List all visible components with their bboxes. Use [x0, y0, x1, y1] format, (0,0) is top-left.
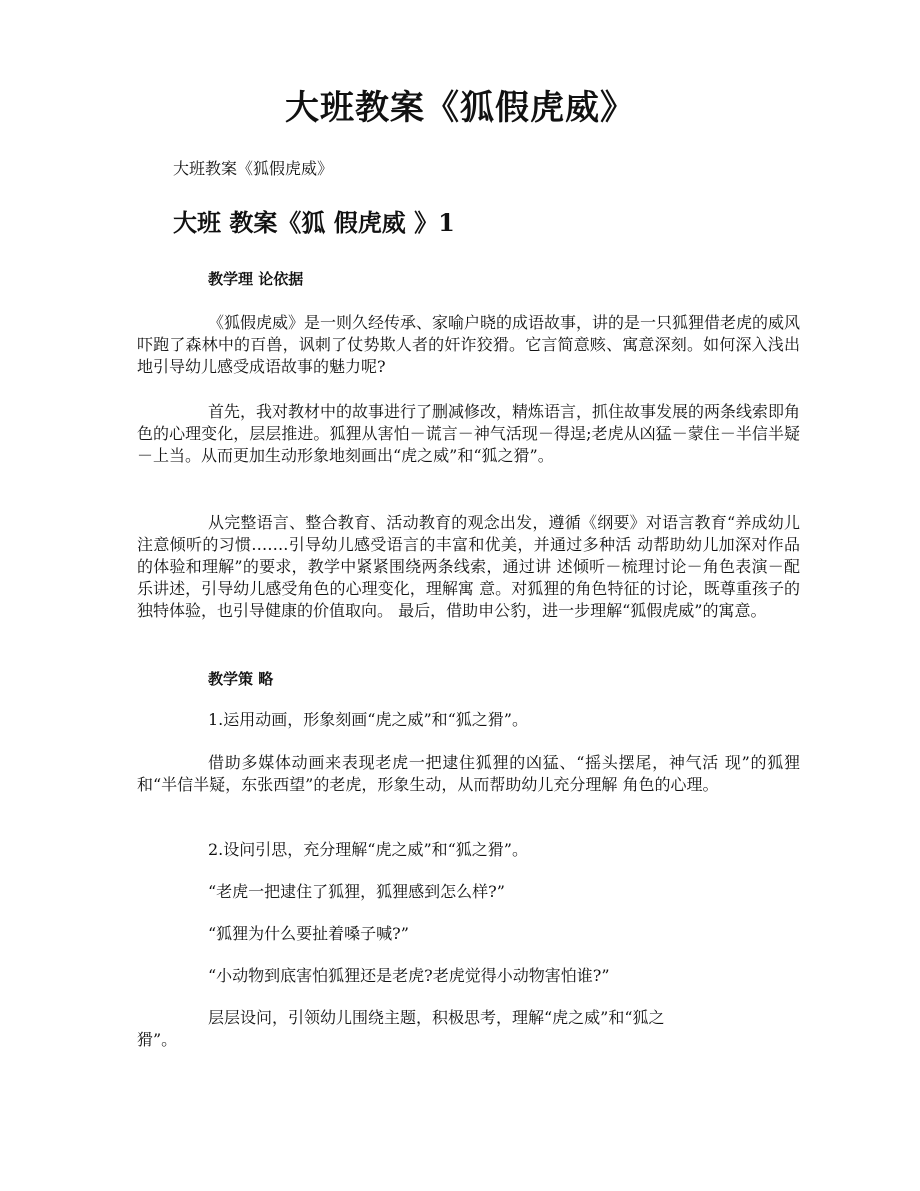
- document-title: 大班教案《狐假虎威》: [285, 88, 635, 128]
- strategy-2-detail-line1: 层层设问，引领幼儿围绕主题，积极思考，理解“虎之威”和“狐之: [208, 1008, 665, 1027]
- question-1: “老虎一把逮住了狐狸，狐狸感到怎么样?”: [208, 882, 505, 901]
- paragraph-approach: 从完整语言、整合教育、活动教育的观念出发，遵循《纲要》对语言教育“养成幼儿注意倾听的习惯…….引导幼儿感受语言的丰富和优美，并通过多种活 动帮助幼儿加深对作品的体验和理解”的要求，教学中紧紧围绕两条线索，通过讲 述倾听－梳理讨论－角色表演－配乐讲述，引导幼儿感受角色的心理变化，理解寓 意。对狐狸的角色特征的讨论，既尊重孩子的独特体验，也引导健康的价值取向。 最后，借助申公豹，进一步理解“狐假虎威”的寓意。: [137, 513, 800, 620]
- question-3: “小动物到底害怕狐狸还是老虎?老虎觉得小动物害怕谁?”: [208, 966, 610, 985]
- strategy-item-1: 1.运用动画，形象刻画“虎之威”和“狐之猾”。: [208, 710, 528, 729]
- question-2: “狐狸为什么要扯着嗓子喊?”: [208, 924, 409, 943]
- paragraph-first: 首先，我对教材中的故事进行了删减修改，精炼语言，抓住故事发展的两条线索即角色的心理变化，层层推进。狐狸从害怕－谎言－神气活现－得逞;老虎从凶猛－蒙住－半信半疑－上当。从而更加生动形象地刻画出“虎之威”和“狐之猾”。: [137, 402, 801, 465]
- strategy-2-detail-line2: 猾”。: [137, 1030, 178, 1049]
- strategy-heading: 教学策 略: [208, 670, 274, 688]
- document-subtitle: 大班教案《狐假虎威》: [173, 159, 334, 178]
- theory-heading: 教学理 论依据: [208, 270, 304, 288]
- strategy-1-detail: 借助多媒体动画来表现老虎一把逮住狐狸的凶猛、“摇头摆尾，神气活 现”的狐狸和“半信半疑，东张西望”的老虎，形象生动，从而帮助幼儿充分理解 角色的心理。: [137, 753, 800, 794]
- strategy-item-2: 2.设问引思，充分理解“虎之威”和“狐之猾”。: [208, 840, 528, 859]
- section-heading: 大班 教案《狐 假虎威 》1: [173, 208, 455, 237]
- paragraph-intro: 《狐假虎威》是一则久经传承、家喻户晓的成语故事，讲的是一只狐狸借老虎的威风吓跑了森林中的百兽，讽刺了仗势欺人者的奸诈狡猾。它言简意赅、寓意深刻。如何深入浅出地引导幼儿感受成语故事的魅力呢?: [137, 313, 801, 376]
